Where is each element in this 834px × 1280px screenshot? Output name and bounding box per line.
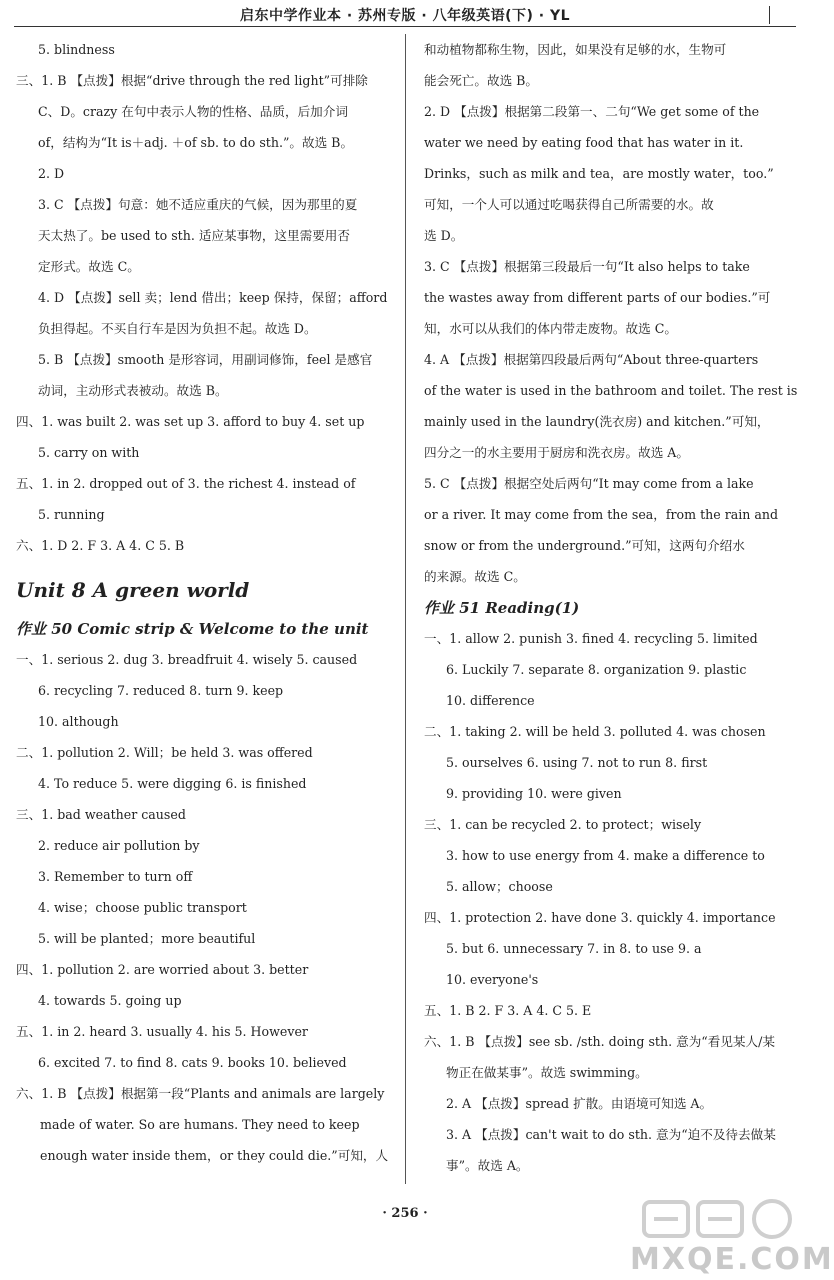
answer-line: C、D。crazy 在句中表示人物的性格、品质，后加介词 [38, 104, 348, 119]
answer-line: or a river. It may come from the sea，from the rain and [424, 507, 779, 522]
answer-line: 4. To reduce 5. were digging 6. is finished [38, 776, 307, 791]
header-tick-mark [769, 6, 770, 24]
answer-line: 五、1. in 2. dropped out of 3. the richest 4. instead of [16, 476, 356, 491]
answer-line: 和动植物都称生物，因此，如果没有足够的水，生物可 [424, 42, 727, 57]
answer-line: enough water inside them，or they could die.”可知，人 [40, 1148, 389, 1163]
right-answers-section50-cont [424, 34, 798, 592]
answer-line: 3. C 【点拨】句意：她不适应重庆的气候，因为那里的夏 [38, 197, 358, 212]
answer-line: of，结构为“It is＋adj. ＋of sb. to do sth.”。故选 B。 [38, 135, 354, 150]
answer-line: 六、1. D 2. F 3. A 4. C 5. B [16, 538, 185, 553]
answer-line: 5. but 6. unnecessary 7. in 8. to use 9. a [446, 941, 702, 956]
answer-line: made of water. So are humans. They need to keep [40, 1117, 360, 1132]
answer-line: 定形式。故选 C。 [38, 259, 140, 274]
answer-line: 10. everyone's [446, 972, 539, 987]
left-column [16, 34, 390, 1171]
answer-line: Drinks，such as milk and tea，are mostly water，too.” [424, 166, 774, 181]
answer-line: 5. B 【点拨】smooth 是形容词，用副词修饰，feel 是感官 [38, 352, 373, 367]
answer-line: 4. towards 5. going up [38, 993, 182, 1008]
answer-line: 物正在做某事”。故选 swimming。 [446, 1065, 648, 1080]
answer-line: 天太热了。be used to sth. 适应某事物，这里需要用否 [38, 228, 350, 243]
left-answers-unit7 [16, 34, 390, 561]
answer-line: 六、1. B 【点拨】see sb. /sth. doing sth. 意为“看见某人/某 [424, 1034, 775, 1049]
column-divider [405, 34, 406, 1184]
right-column [424, 34, 798, 1181]
answer-line: 2. A 【点拨】spread 扩散。由语境可知选 A。 [446, 1096, 713, 1111]
answer-line: 五、1. B 2. F 3. A 4. C 5. E [424, 1003, 592, 1018]
section-heading-50: 作业 50 Comic strip & Welcome to the unit [16, 620, 369, 638]
answer-line: 四、1. protection 2. have done 3. quickly 4. importance [424, 910, 776, 925]
watermark-text: MXQE.COM [630, 1242, 834, 1277]
answer-line: 五、1. in 2. heard 3. usually 4. his 5. However [16, 1024, 308, 1039]
answer-line: snow or from the underground.”可知，这两句介绍水 [424, 538, 745, 553]
page-number: · 256 · [382, 1206, 428, 1221]
answer-line: 5. allow；choose [446, 879, 553, 894]
answer-line: mainly used in the laundry(洗衣房) and kitchen.”可知， [424, 414, 770, 429]
answer-line: 5. C 【点拨】根据空处后两句“It may come from a lake [424, 476, 754, 491]
answer-line: 一、1. allow 2. punish 3. fined 4. recycling 5. limited [424, 631, 758, 646]
answer-line: 三、1. B 【点拨】根据“drive through the red light”可排除 [16, 73, 368, 88]
answer-line: 5. blindness [38, 42, 115, 57]
answer-line: of the water is used in the bathroom and toilet. The rest is [424, 383, 798, 398]
header-title: 启东中学作业本 · 苏州专版 · 八年级英语(下) · YL [239, 8, 571, 24]
answer-line: 5. running [38, 507, 105, 522]
answer-line: 知，水可以从我们的体内带走废物。故选 C。 [424, 321, 677, 336]
answer-line: 9. providing 10. were given [446, 786, 622, 801]
answer-line: 2. reduce air pollution by [38, 838, 200, 853]
left-answers-section50 [16, 644, 390, 1171]
watermark [630, 1196, 834, 1280]
answer-line: the wastes away from different parts of our bodies.”可 [424, 290, 771, 305]
watermark-logo-icon [640, 1196, 800, 1242]
answer-line: 6. Luckily 7. separate 8. organization 9. plastic [446, 662, 747, 677]
answer-line: 负担得起。不买自行车是因为负担不起。故选 D。 [38, 321, 317, 336]
header-rule [14, 26, 796, 27]
answer-line: 2. D 【点拨】根据第二段第一、二句“We get some of the [424, 104, 760, 119]
answer-line: 动词，主动形式表被动。故选 B。 [38, 383, 228, 398]
answer-line: 4. wise；choose public transport [38, 900, 247, 915]
answer-line: 5. ourselves 6. using 7. not to run 8. first [446, 755, 708, 770]
answer-line: 5. carry on with [38, 445, 140, 460]
page-header [0, 0, 810, 28]
answer-line: 6. excited 7. to find 8. cats 9. books 10. believed [38, 1055, 347, 1070]
answer-line: 5. will be planted；more beautiful [38, 931, 256, 946]
section-heading-51: 作业 51 Reading(1) [424, 599, 580, 617]
answer-line: 三、1. can be recycled 2. to protect；wisely [424, 817, 702, 832]
answer-line: 6. recycling 7. reduced 8. turn 9. keep [38, 683, 284, 698]
answer-line: 三、1. bad weather caused [16, 807, 186, 822]
answer-line: 可知，一个人可以通过吃喝获得自己所需要的水。故 [424, 197, 714, 212]
answer-line: 10. difference [446, 693, 535, 708]
unit-heading: Unit 8 A green world [16, 578, 250, 602]
answer-line: 3. A 【点拨】can't wait to do sth. 意为“迫不及待去做某 [446, 1127, 776, 1142]
answer-line: 选 D。 [424, 228, 464, 243]
answer-line: 3. C 【点拨】根据第三段最后一句“It also helps to take [424, 259, 750, 274]
answer-line: 六、1. B 【点拨】根据第一段“Plants and animals are largely [16, 1086, 385, 1101]
answer-line: 四、1. pollution 2. are worried about 3. better [16, 962, 309, 977]
answer-line: 二、1. pollution 2. Will；be held 3. was offered [16, 745, 313, 760]
answer-line: 2. D [38, 166, 65, 181]
right-answers-section51 [424, 623, 776, 1181]
answer-line: 4. D 【点拨】sell 卖；lend 借出；keep 保持，保留；afford [38, 290, 388, 305]
answer-line: 3. Remember to turn off [38, 869, 193, 884]
answer-line: 二、1. taking 2. will be held 3. polluted 4. was chosen [424, 724, 766, 739]
answer-line: 能会死亡。故选 B。 [424, 73, 539, 88]
answer-line: 四、1. was built 2. was set up 3. afford to buy 4. set up [16, 414, 365, 429]
answer-line: 的来源。故选 C。 [424, 569, 526, 584]
answer-line: 事”。故选 A。 [446, 1158, 529, 1173]
answer-line: water we need by eating food that has water in it. [424, 135, 744, 150]
answer-line: 10. although [38, 714, 119, 729]
answer-line: 四分之一的水主要用于厨房和洗衣房。故选 A。 [424, 445, 689, 460]
answer-line: 一、1. serious 2. dug 3. breadfruit 4. wisely 5. caused [16, 652, 358, 667]
answer-line: 4. A 【点拨】根据第四段最后两句“About three-quarters [424, 352, 759, 367]
answer-line: 3. how to use energy from 4. make a difference to [446, 848, 765, 863]
